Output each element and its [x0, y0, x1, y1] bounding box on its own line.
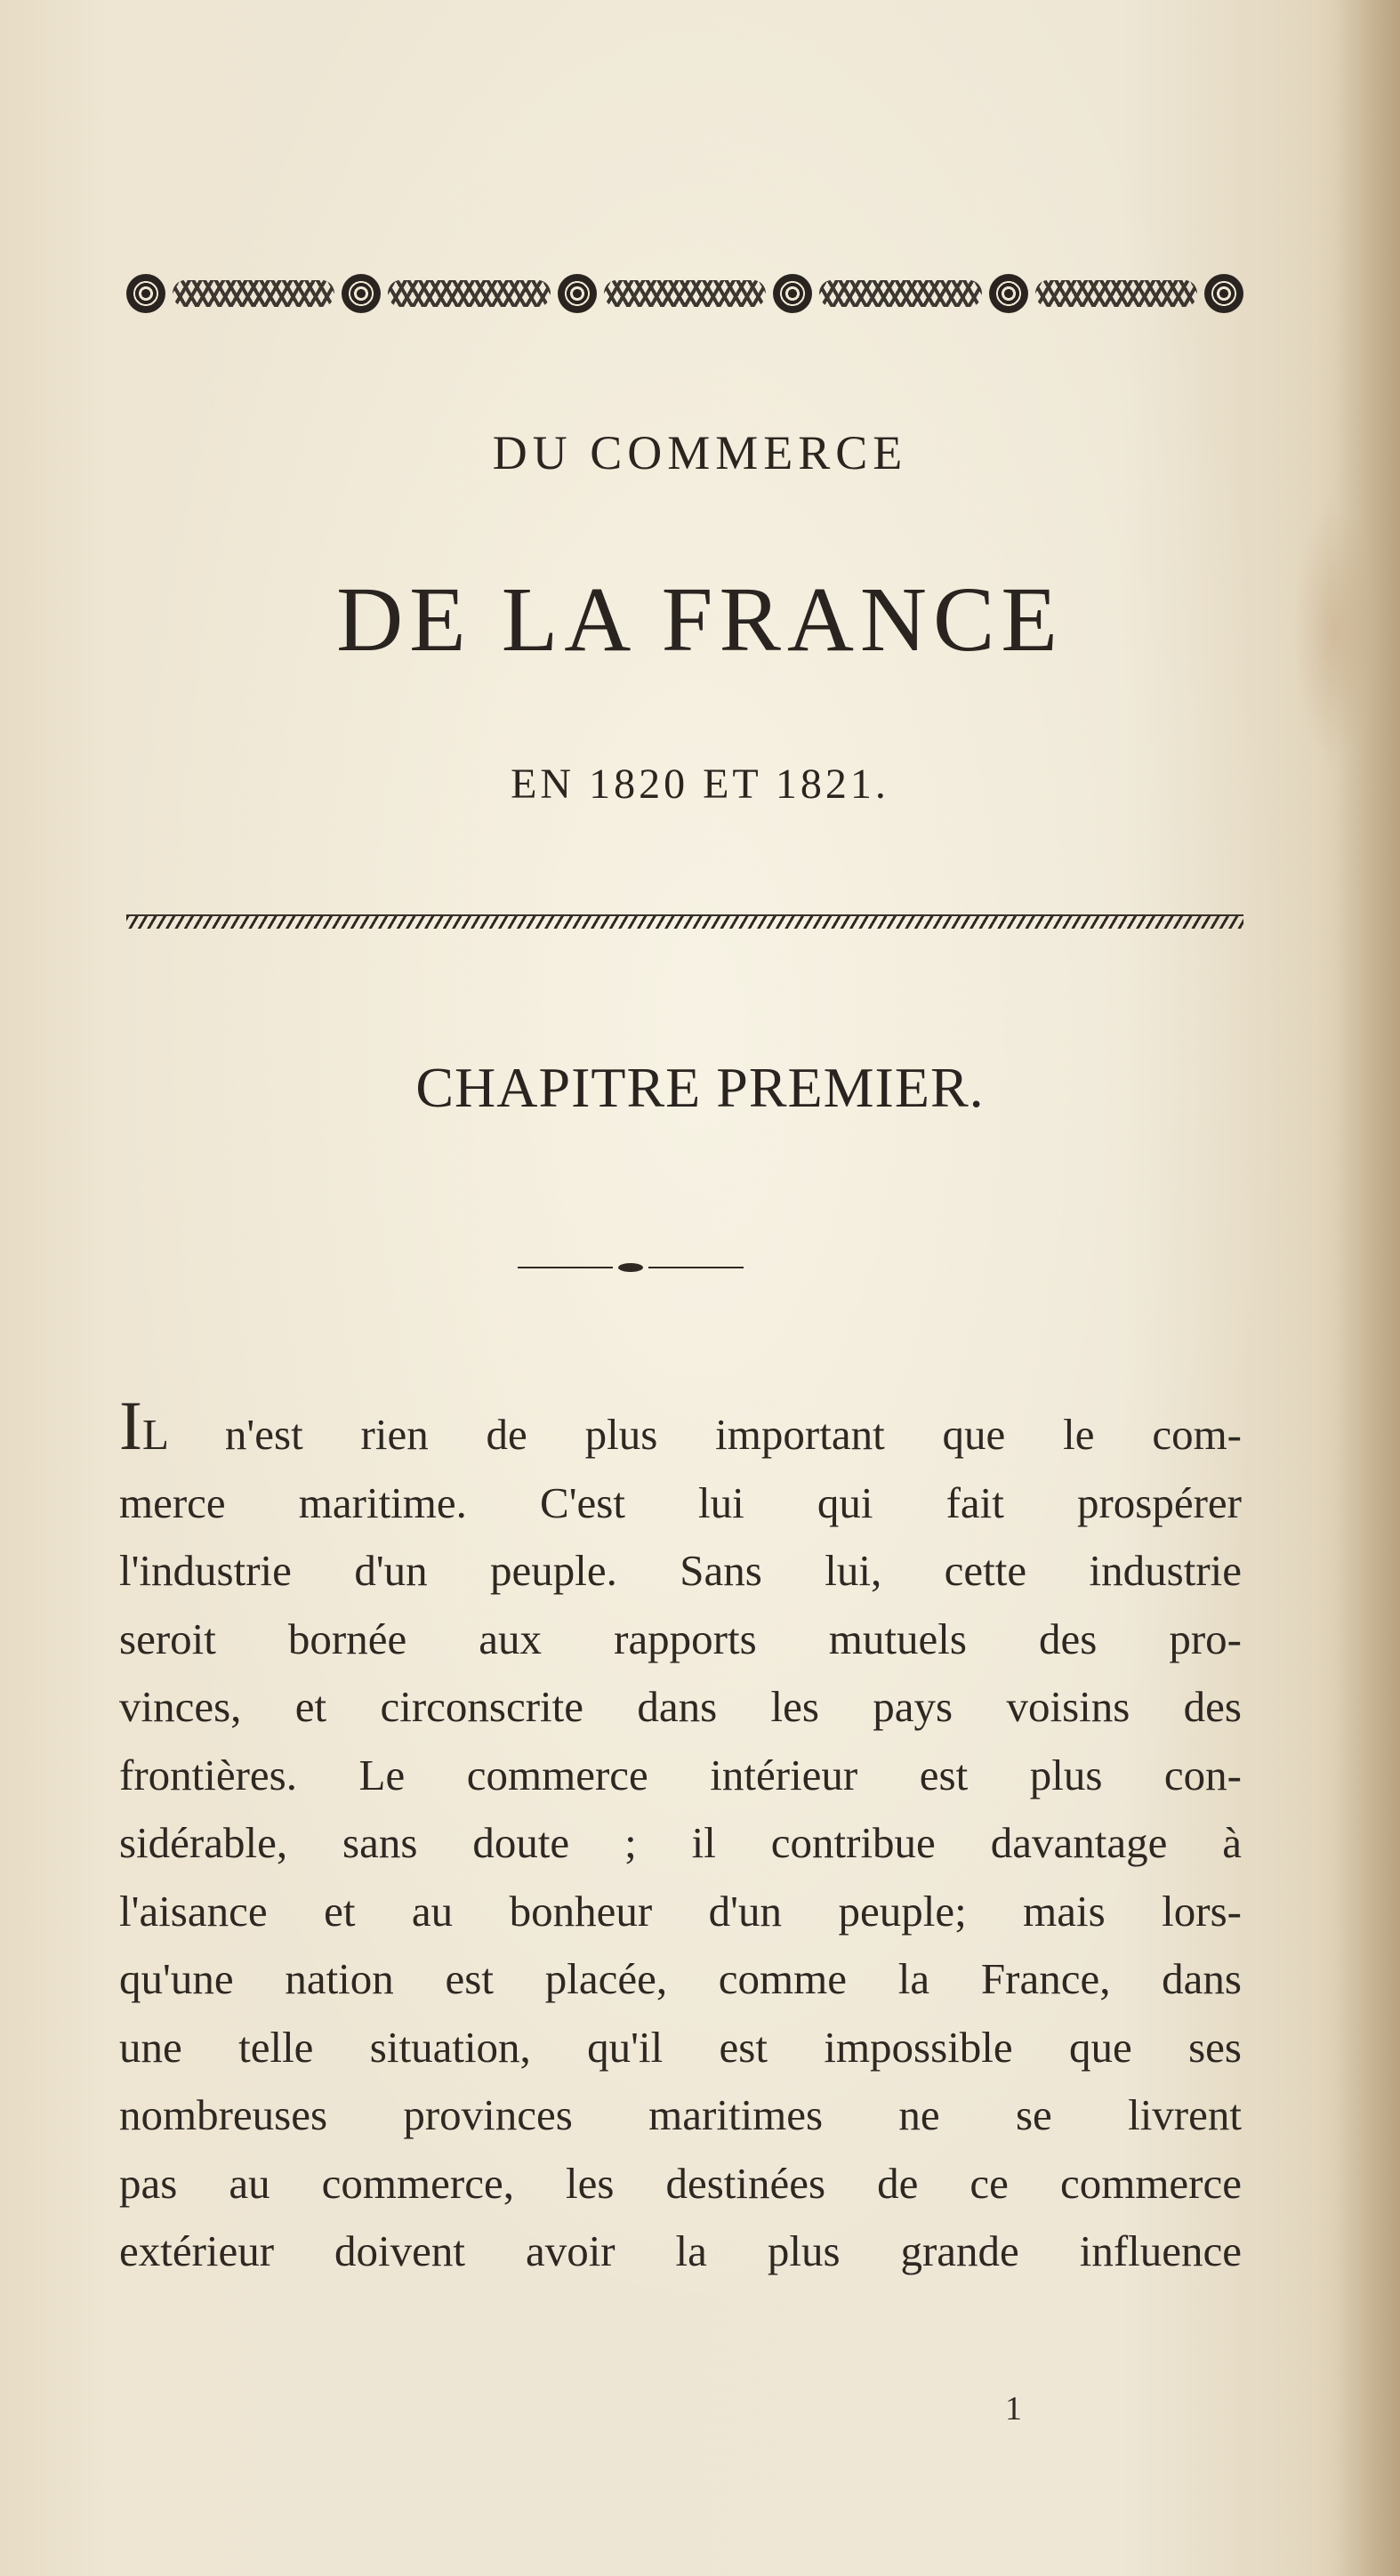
body-line: nombreuses provinces maritimes ne se livrent — [119, 2090, 1242, 2139]
leaf-ornament-icon — [388, 280, 550, 307]
leaf-ornament-icon — [819, 280, 981, 307]
title-line-1: DU COMMERCE — [492, 426, 908, 479]
rule-center-ornament-icon — [618, 1263, 643, 1272]
body-line: seroit bornée aux rapports mutuels des pro- — [119, 1614, 1242, 1663]
first-line-text: L n'est rien de plus important que le com- — [141, 1410, 1242, 1459]
body-line: frontières. Le commerce intérieur est plus con- — [119, 1750, 1242, 1799]
body-line: sidérable, sans doute ; il contribue davantage à — [119, 1818, 1242, 1867]
rosette-ornament-icon — [558, 274, 597, 313]
leaf-ornament-icon — [1035, 280, 1197, 307]
body-line: merce maritime. C'est lui qui fait prospérer — [119, 1477, 1242, 1527]
rosette-ornament-icon — [1204, 274, 1243, 313]
body-line: extérieur doivent avoir la plus grande influence — [119, 2226, 1242, 2275]
body-line-first — [119, 1387, 1242, 1469]
title-line-2: DE LA FRANCE — [336, 568, 1064, 671]
rule-line — [518, 1267, 613, 1268]
body-line: qu'une nation est placée, comme la France, dans — [119, 1954, 1242, 2003]
rule-line — [648, 1267, 744, 1268]
rosette-ornament-icon — [342, 274, 381, 313]
page-number: 1 — [1005, 2390, 1022, 2427]
body-line: l'aisance et au bonheur d'un peuple; mais lors- — [119, 1886, 1242, 1936]
body-line: une telle situation, qu'il est impossible que ses — [119, 2022, 1242, 2072]
wavy-divider — [126, 914, 1243, 929]
page-edge-shadow — [1338, 0, 1400, 2576]
rosette-ornament-icon — [126, 274, 165, 313]
leaf-ornament-icon — [173, 280, 334, 307]
title-date: EN 1820 ET 1821. — [511, 761, 889, 808]
chapter-title: CHAPITRE PREMIER. — [415, 1056, 985, 1119]
leaf-ornament-icon — [604, 280, 766, 307]
rosette-ornament-icon — [989, 274, 1028, 313]
drop-cap: I — [119, 1387, 142, 1464]
small-ornamental-rule — [518, 1264, 744, 1271]
body-line: l'industrie d'un peuple. Sans lui, cette industrie — [119, 1546, 1242, 1595]
body-paragraph — [119, 1387, 1242, 2286]
rosette-ornament-icon — [773, 274, 812, 313]
body-line: vinces, et circonscrite dans les pays voisins des — [119, 1682, 1242, 1731]
body-line: pas au commerce, les destinées de ce commerce — [119, 2158, 1242, 2208]
ornamental-header-band — [126, 267, 1243, 320]
